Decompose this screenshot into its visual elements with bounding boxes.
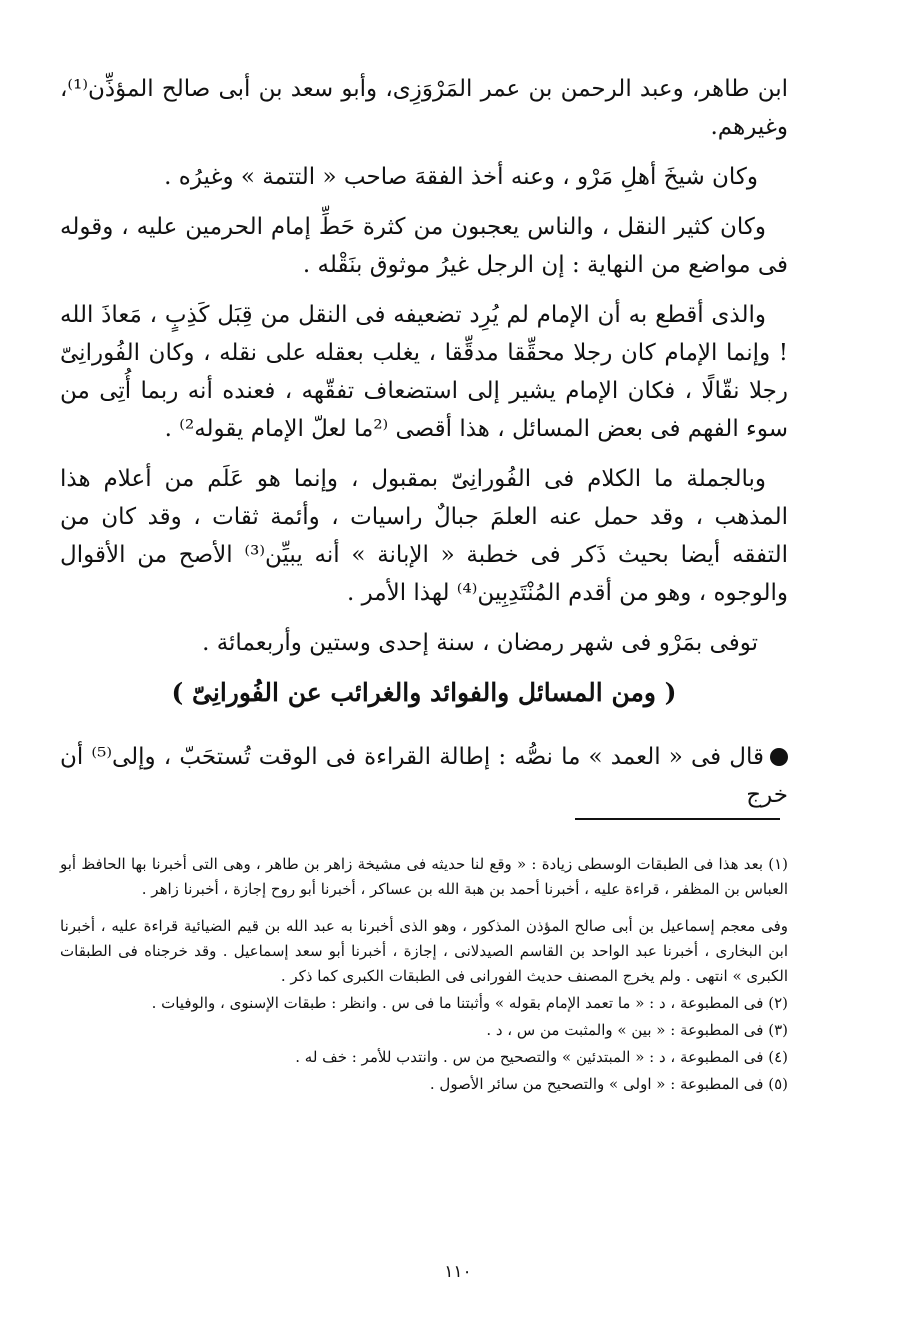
bullet-paragraph-text: قال فى « العمد » ما نصُّه : إطالة القراءة فى الوقت تُستحَبّ ، وإلى⁽⁵⁾ أن خرج	[60, 744, 788, 808]
footnote-1: (١) بعد هذا فى الطبقات الوسطى زيادة : « وقع لنا حديثه فى مشيخة زاهر بن طاهر ، وهى التى أخبرنا بها الحافظ أبو العباس بن المظفر ، قراءة عليه ، أخبرنا أحمد بن هبة الله بن عساكر ، أخبرنا أبو روح إجازة ، أخبرنا زاهر .	[60, 855, 788, 898]
footnote-separator	[575, 818, 780, 820]
paragraph-1: ابن طاهر، وعبد الرحمن بن عمر المَرْوَزِى، وأبو سعد بن أبى صالح المؤذِّن⁽¹⁾، وغيرهم.	[60, 76, 788, 140]
footnote-5: (٥) فى المطبوعة : « اولى » والتصحيح من سائر الأصول .	[429, 1075, 788, 1093]
footnote-2: (٢) فى المطبوعة ، د : « ما تعمد الإمام بقوله » وأثبتنا ما فى س . وانظر : طبقات الإسنوى ، والوفيات .	[151, 994, 788, 1012]
footnotes	[60, 852, 788, 1099]
footnote-1-continued: وفى معجم إسماعيل بن أبى صالح المؤذن المذكور ، وهو الذى أخبرنا به عبد الله بن قيم الضيائية قراءة عليه ، أخبرنا ابن البخارى ، أخبرنا عبد الواحد بن القاسم الصيدلانى ، إجازة ، أخبرنا أبو سعد إسماعيل . وقد خرجناه فى الطبقات الكبرى » انتهى . ولم يخرج المصنف حديث الفورانى فى الطبقات الكبرى كما ذكر .	[60, 917, 788, 985]
page-number: ١١٠	[444, 1262, 472, 1282]
paragraph-3: وكان كثير النقل ، والناس يعجبون من كثرة حَطِّ إمام الحرمين عليه ، وقوله فى مواضع من النهاية : إن الرجل غيرُ موثوق بنَقْله .	[60, 214, 788, 278]
paragraph-2: وكان شيخَ أهلِ مَرْو ، وعنه أخذ الفقهَ صاحب « التتمة » وغيرُه .	[164, 164, 758, 190]
footnote-3: (٣) فى المطبوعة : « بين » والمثبت من س ، د .	[486, 1021, 788, 1039]
paragraph-4: والذى أقطع به أن الإمام لم يُرِد تضعيفه فى النقل من قِبَل كَذِبٍ ، مَعاذَ الله ! وإنما الإمام كان رجلا محقِّقا مدقِّقا ، يغلب بعقله على نقله ، وكان الفُورانِىّ رجلا نقّالًا ، فكان الإمام يشير إلى استضعاف تفقّهه ، فعنده أنه ربما أُتِى من سوء الفهم فى بعض المسائل ، هذا أقصى ⁽²ما لعلّ الإمام يقوله²⁾ .	[60, 302, 788, 442]
bullet-dot-icon	[770, 748, 788, 766]
footnote-4: (٤) فى المطبوعة ، د : « المبتدئين » والتصحيح من س . وانتدب للأمر : خف له .	[295, 1048, 788, 1066]
section-heading: ( ومن المسائل والفوائد والغرائب عن الفُورانِىّ )	[171, 678, 677, 707]
bullet-paragraph	[60, 738, 788, 814]
paragraph-5: وبالجملة ما الكلام فى الفُورانِىّ بمقبول ، وإنما هو عَلَم من أعلام هذا المذهب ، وقد حمل عنه العلمَ جبالٌ راسيات ، وأئمة ثقات ، وقد كان من التفقه أيضا بحيث ذَكر فى خطبة « الإبانة » أنه يبيِّن⁽³⁾ الأصح من الأقوال والوجوه ، وهو من أقدم المُنْتَدِبِين⁽⁴⁾ لهذا الأمر .	[60, 466, 789, 606]
main-text	[60, 70, 788, 814]
paragraph-6: توفى بمَرْو فى شهر رمضان ، سنة إحدى وستين وأربعمائة .	[202, 630, 758, 656]
